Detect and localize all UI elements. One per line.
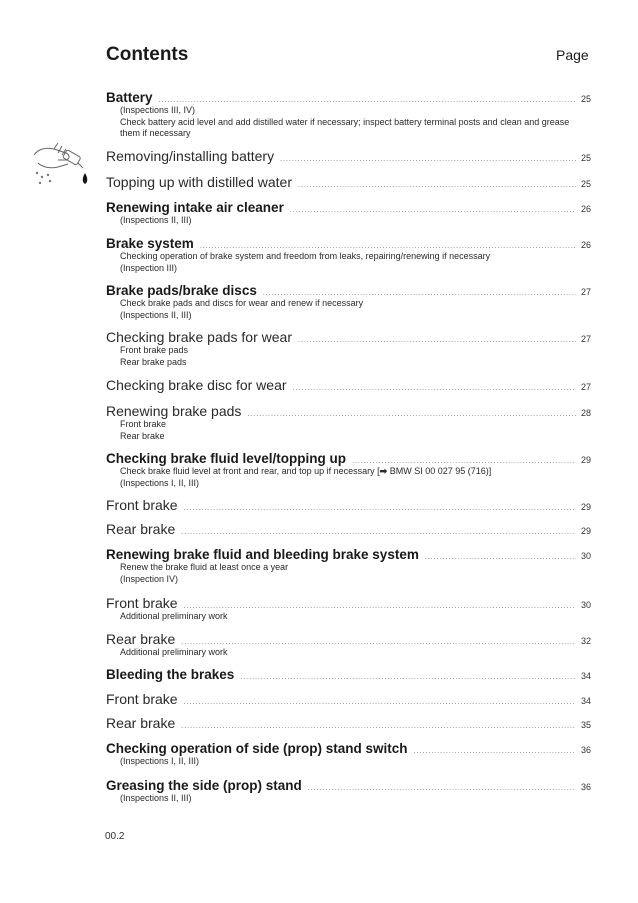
toc-entry-title: Renewing intake air cleaner (106, 200, 284, 215)
toc-entry (106, 691, 591, 707)
toc-entry-title: Removing/installing battery (106, 148, 275, 164)
toc-entry (106, 631, 591, 659)
toc-entry-title: Brake pads/brake discs (106, 283, 257, 298)
dot-leader (263, 290, 576, 297)
toc-entry (106, 236, 591, 274)
toc-entry-title: Checking brake pads for wear (106, 329, 292, 345)
toc-page-number: 27 (580, 334, 591, 344)
dot-leader (414, 748, 576, 755)
toc-page-number: 36 (580, 745, 591, 755)
toc-entry (106, 451, 591, 489)
toc-page-number: 25 (580, 94, 591, 104)
toc-entry (106, 667, 591, 682)
reference-text: BMW SI 00 027 95 (716)] (387, 466, 492, 476)
dot-leader (181, 639, 576, 646)
dot-leader (280, 156, 576, 163)
toc-entry-title: Checking brake fluid level/topping up (106, 451, 347, 466)
toc-entry-note: (Inspections II, III) (120, 215, 192, 225)
toc-page-number: 25 (580, 179, 591, 189)
dot-leader (181, 529, 576, 536)
toc-entry-title: Front brake (106, 497, 178, 513)
toc-entry-note: (Inspections II, III) (120, 793, 192, 803)
toc-page-number: 28 (580, 408, 591, 418)
toc-entry-note: Check brake fluid level at front and rear, and top up if necessary [➡ BMW SI 00 027 95 (716)] (120, 466, 492, 476)
toc-entry-note: Front brake (120, 419, 167, 429)
toc-page-number: 26 (580, 204, 591, 214)
reference-arrow-icon: ➡ (379, 466, 388, 476)
toc-entry (106, 521, 591, 537)
toc-page-number: 32 (580, 636, 591, 646)
dot-leader (290, 207, 576, 214)
toc-entry (106, 715, 591, 731)
toc-entry (106, 741, 591, 768)
toc-entry-note: Front brake pads (120, 345, 189, 355)
toc-entry-title: Checking operation of side (prop) stand switch (106, 741, 408, 756)
toc-entry-title: Rear brake (106, 715, 176, 731)
toc-page-number: 29 (580, 455, 591, 465)
dot-leader (184, 603, 576, 610)
toc-entry-note: (Inspections III, IV) (120, 105, 196, 115)
toc-entry-note: (Inspection IV) (120, 573, 179, 584)
toc-entry-note: (Inspections II, III) (120, 309, 192, 320)
toc-page-number: 35 (580, 720, 591, 730)
toc-page-number: 25 (580, 153, 591, 163)
toc-entry-note: Rear brake pads (120, 356, 187, 367)
toc-page-number: 30 (580, 551, 591, 561)
toc-page-number: 26 (580, 240, 591, 250)
toc-entry-note: (Inspections I, II, III) (120, 477, 200, 488)
dot-leader (425, 554, 576, 561)
dot-leader (240, 674, 576, 681)
toc-entry-title: Bleeding the brakes (106, 667, 235, 682)
toc-entry-note: Rear brake (120, 430, 165, 441)
toc-entry-title: Checking brake disc for wear (106, 377, 287, 393)
toc-page-number: 29 (580, 526, 591, 536)
dot-leader (293, 385, 576, 392)
toc-entry-note: Check battery acid level and add distilled water if necessary; inspect battery terminal posts and clean and grease them if necessary (120, 116, 570, 138)
toc-entry-note: (Inspections I, II, III) (120, 756, 200, 766)
dot-leader (352, 458, 576, 465)
toc-entry-note: Additional preliminary work (120, 647, 228, 657)
toc-entry-note: Additional preliminary work (120, 611, 228, 621)
toc-entry-title: Front brake (106, 691, 178, 707)
toc-page-number: 36 (580, 782, 591, 792)
toc-entry (106, 200, 591, 227)
hand-pouring-icon (28, 133, 92, 189)
toc-page-number: 27 (580, 382, 591, 392)
toc-entry-title: Topping up with distilled water (106, 174, 292, 190)
toc-entry-title: Rear brake (106, 521, 176, 537)
toc-entry-note: (Inspection III) (120, 262, 178, 273)
toc-entry (106, 90, 591, 140)
dot-leader (298, 182, 576, 189)
toc-entry (106, 497, 591, 513)
toc-entry (106, 547, 591, 585)
toc-entry-title: Rear brake (106, 631, 176, 647)
toc-entry (106, 595, 591, 623)
page-number: 00.2 (105, 831, 125, 842)
toc-page-number: 30 (580, 600, 591, 610)
dot-leader (298, 337, 576, 344)
dot-leader (159, 97, 576, 104)
toc-entry (106, 403, 591, 442)
toc-entry-note: Check brake pads and discs for wear and renew if necessary (120, 298, 364, 308)
toc-page-number: 29 (580, 502, 591, 512)
toc-entry (106, 377, 591, 393)
toc-page-number: 34 (580, 671, 591, 681)
page-title: Contents (106, 44, 189, 65)
toc-entry-title: Greasing the side (prop) stand (106, 778, 302, 793)
toc-entry-title: Battery (106, 90, 153, 105)
toc-page-number: 34 (580, 696, 591, 706)
toc-page-number: 27 (580, 287, 591, 297)
toc-entry-note: Checking operation of brake system and freedom from leaks, repairing/renewing if necessary (120, 251, 491, 261)
toc-entry-title: Front brake (106, 595, 178, 611)
toc-entry-title: Brake system (106, 236, 194, 251)
dot-leader (184, 699, 576, 706)
toc-entry-note: Renew the brake fluid at least once a year (120, 562, 289, 572)
dot-leader (308, 785, 576, 792)
toc-entry (106, 174, 591, 190)
page-column-label: Page (556, 47, 589, 63)
dot-leader (247, 411, 576, 418)
dot-leader (181, 723, 576, 730)
toc-entry-title: Renewing brake pads (106, 403, 242, 419)
dot-leader (200, 243, 576, 250)
toc-entry-title: Renewing brake fluid and bleeding brake system (106, 547, 419, 562)
toc-entry (106, 329, 591, 368)
toc-entry (106, 148, 591, 164)
dot-leader (184, 505, 576, 512)
toc-entry (106, 283, 591, 321)
toc-entry (106, 778, 591, 805)
